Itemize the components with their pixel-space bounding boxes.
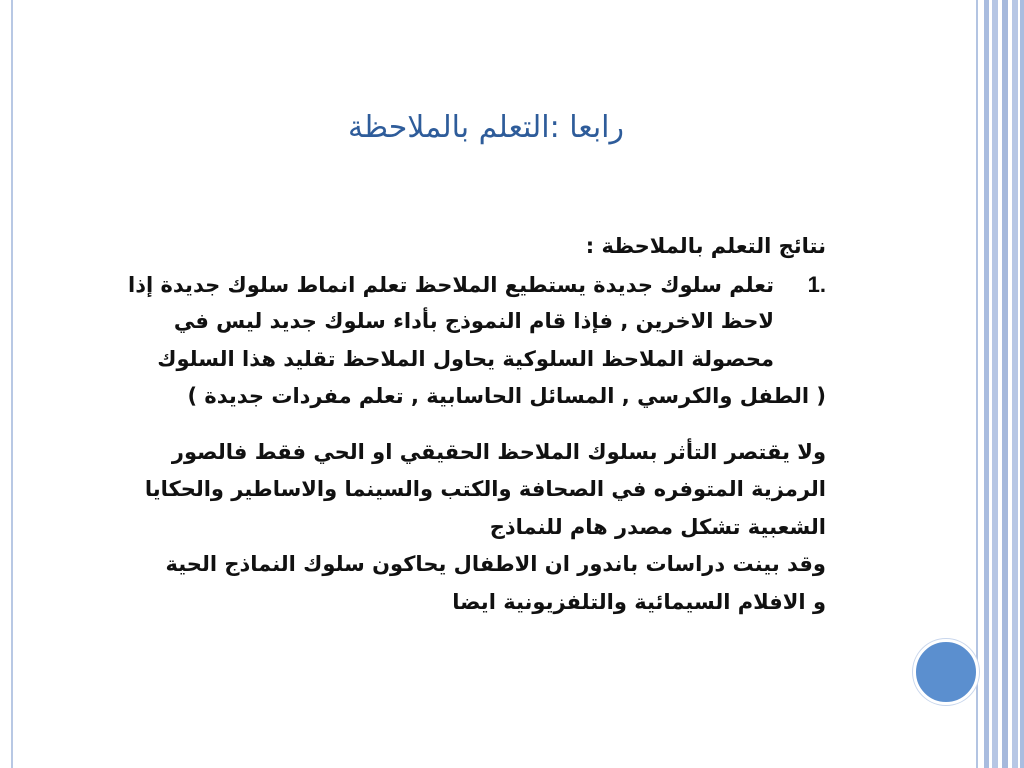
list-item-1-line-2: لاحظ الاخرين , فإذا قام النموذج بأداء سلوك جديد ليس في <box>173 309 774 333</box>
list-item-1-first-line <box>100 266 826 304</box>
decorative-circle <box>913 639 979 705</box>
paragraph-2-line-1: ولا يقتصر التأثر بسلوك الملاحظ الحقيقي او الحي فقط فالصور <box>171 439 826 464</box>
right-stripe <box>1002 0 1008 768</box>
right-stripe <box>976 0 978 768</box>
slide-body <box>100 228 826 621</box>
content-heading: نتائج التعلم بالملاحظة : <box>585 234 826 258</box>
paragraph-2-line-4: وقد بينت دراسات باندور ان الاطفال يحاكون سلوك النماذج الحية <box>165 552 826 576</box>
right-stripe <box>1012 0 1018 768</box>
paragraph-2-line-3: الشعبية تشكل مصدر هام للنماذج <box>489 514 826 539</box>
list-item-1-line-4: ( الطفل والكرسي , المسائل الحاسابية , تعلم مفردات جديدة ) <box>187 384 826 408</box>
paragraph-2-line-2: الرمزية المتوفره في الصحافة والكتب والسينما والاساطير والحكايا <box>144 477 826 501</box>
list-item-1-line-3: محصولة الملاحظ السلوكية يحاول الملاحظ تقليد هذا السلوك <box>157 346 774 371</box>
right-stripe <box>1020 0 1024 768</box>
right-stripe <box>984 0 989 768</box>
paragraph-gap <box>100 416 826 426</box>
right-stripe <box>992 0 998 768</box>
list-item-1-text: تعلم سلوك جديدة يستطيع الملاحظ تعلم انماط سلوك جديدة إذا <box>128 272 774 297</box>
slide-title: رابعا :التعلم بالملاحظة <box>348 110 624 145</box>
left-border-line <box>11 0 13 768</box>
paragraph-2-line-5: و الافلام السيمائية والتلفزيونية ايضا <box>452 589 826 614</box>
list-number: 1. <box>807 271 826 297</box>
